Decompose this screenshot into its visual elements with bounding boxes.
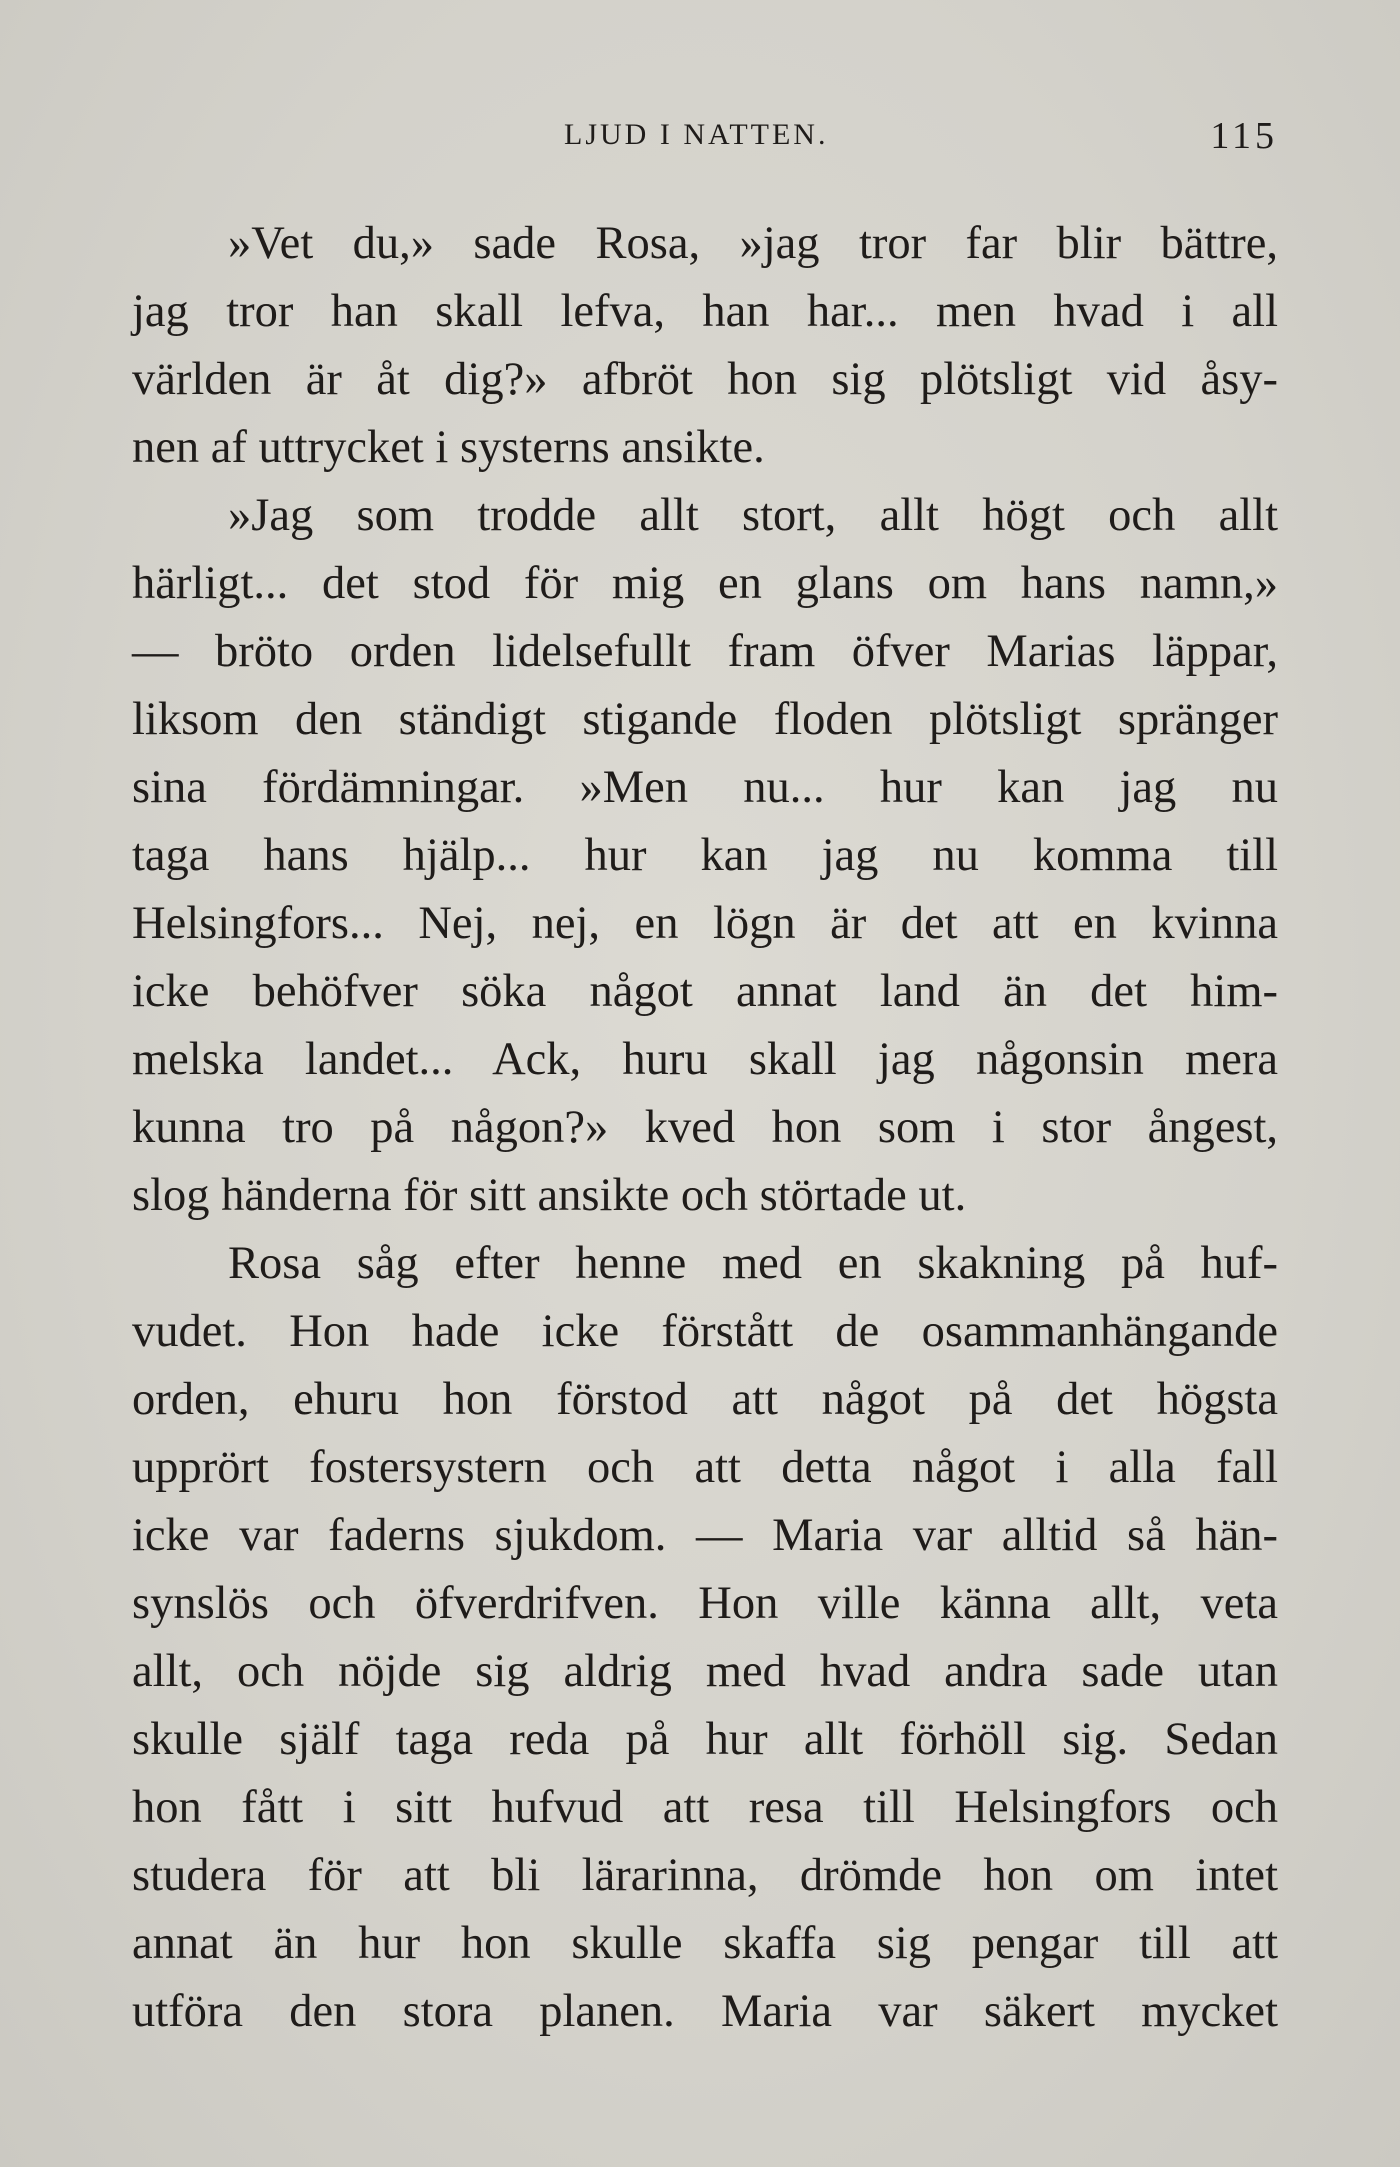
text-line: hon fått i sitt hufvud att resa till Helsingfors och xyxy=(132,1782,1278,1833)
text-line: världen är åt dig?» afbröt hon sig plötsligt vid åsy- xyxy=(132,354,1278,405)
page-number: 115 xyxy=(1210,115,1278,157)
text-line: allt, och nöjde sig aldrig med hvad andra sade utan xyxy=(132,1646,1278,1697)
text-line: melska landet... Ack, huru skall jag någonsin mera xyxy=(132,1034,1278,1085)
text-line: Helsingfors... Nej, nej, en lögn är det att en kvinna xyxy=(132,898,1278,949)
text-line: Rosa såg efter henne med en skakning på huf- xyxy=(228,1238,1278,1289)
text-line: härligt... det stod för mig en glans om hans namn,» xyxy=(132,558,1278,609)
running-head xyxy=(132,115,1278,168)
text-line: »Jag som trodde allt stort, allt högt och allt xyxy=(228,490,1278,541)
text-line: skulle själf taga reda på hur allt förhöll sig. Sedan xyxy=(132,1714,1278,1765)
text-line: kunna tro på någon?» kved hon som i stor ångest, xyxy=(132,1102,1278,1153)
text-line: jag tror han skall lefva, han har... men hvad i all xyxy=(132,286,1278,337)
text-line: »Vet du,» sade Rosa, »jag tror far blir bättre, xyxy=(228,218,1278,269)
text-line: annat än hur hon skulle skaffa sig pengar till att xyxy=(132,1918,1278,1969)
text-line: slog händerna för sitt ansikte och störtade ut. xyxy=(132,1170,967,1221)
text-line: — bröto orden lidelsefullt fram öfver Marias läppar, xyxy=(132,626,1278,677)
text-line: icke var faderns sjukdom. — Maria var alltid så hän- xyxy=(132,1510,1278,1561)
text-line: vudet. Hon hade icke förstått de osammanhängande xyxy=(132,1306,1278,1357)
text-line: taga hans hjälp... hur kan jag nu komma till xyxy=(132,830,1278,881)
text-line: synslös och öfverdrifven. Hon ville känna allt, veta xyxy=(132,1578,1278,1629)
text-line: utföra den stora planen. Maria var säkert mycket xyxy=(132,1986,1278,2037)
text-line: nen af uttrycket i systerns ansikte. xyxy=(132,422,765,473)
text-line: orden, ehuru hon förstod att något på det högsta xyxy=(132,1374,1278,1425)
body-text xyxy=(132,210,1278,2046)
text-line: studera för att bli lärarinna, drömde hon om intet xyxy=(132,1850,1278,1901)
text-line: icke behöfver söka något annat land än det him- xyxy=(132,966,1278,1017)
text-line: liksom den ständigt stigande floden plötsligt spränger xyxy=(132,694,1278,745)
text-line: upprört fostersystern och att detta något i alla fall xyxy=(132,1442,1278,1493)
running-head-title: LJUD I NATTEN. xyxy=(564,118,829,151)
text-line: sina fördämningar. »Men nu... hur kan jag nu xyxy=(132,762,1278,813)
